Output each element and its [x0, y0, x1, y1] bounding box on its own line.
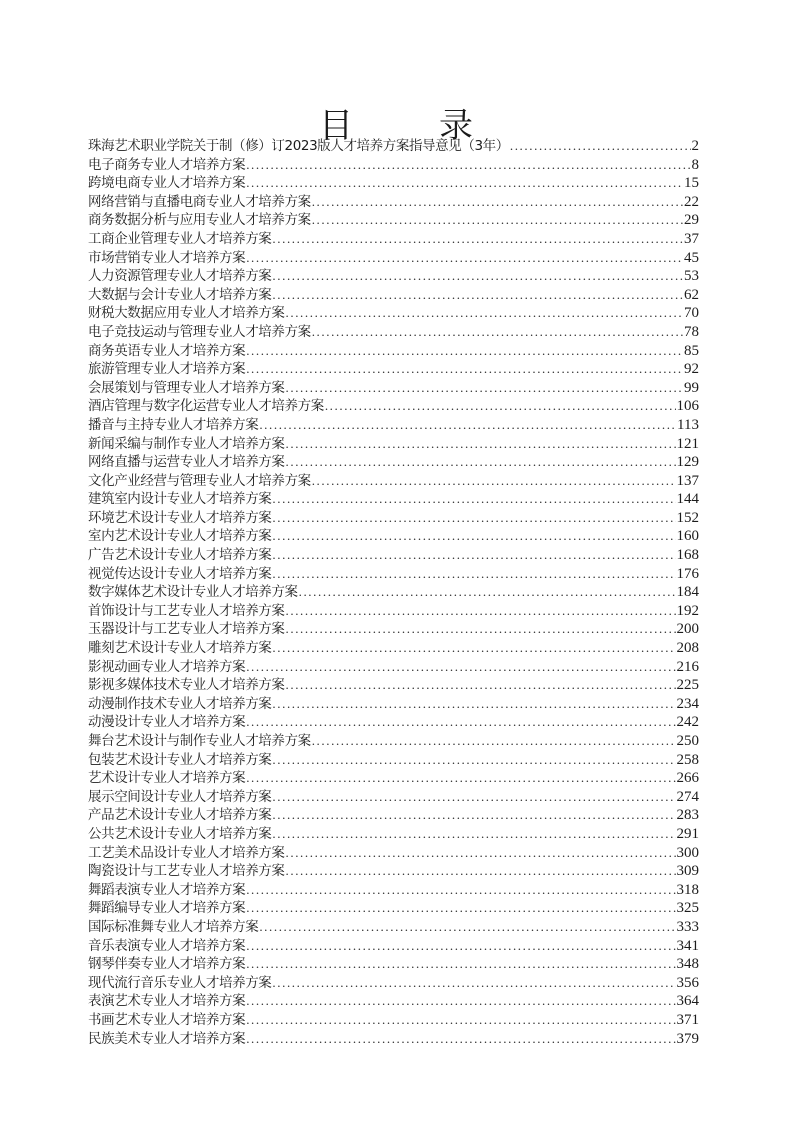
toc-entry-page-number: 22 [684, 193, 699, 210]
toc-entry[interactable] [88, 844, 699, 863]
toc-entry[interactable] [88, 304, 699, 323]
toc-entry-title: 网络直播与运营专业人才培养方案 [88, 454, 285, 471]
toc-entry[interactable] [88, 806, 699, 825]
toc-entry[interactable] [88, 974, 699, 993]
toc-entry-page-number: 70 [684, 305, 699, 322]
dot-leader [246, 937, 675, 956]
toc-entry-page-number: 364 [676, 993, 699, 1010]
toc-entry[interactable] [88, 565, 699, 584]
dot-leader [272, 230, 683, 249]
toc-entry-title: 市场营销专业人才培养方案 [88, 249, 246, 266]
toc-entry[interactable] [88, 937, 699, 956]
toc-entry-page-number: 29 [684, 212, 699, 229]
toc-entry-title: 数字媒体艺术设计专业人才培养方案 [88, 584, 298, 601]
toc-entry[interactable] [88, 193, 699, 212]
toc-entry[interactable] [88, 769, 699, 788]
toc-entry-page-number: 309 [676, 863, 699, 880]
dot-leader [272, 527, 675, 546]
dot-leader [312, 193, 683, 212]
toc-entry-page-number: 216 [676, 658, 699, 675]
dot-leader [272, 695, 675, 714]
toc-entry-title: 商务数据分析与应用专业人才培养方案 [88, 212, 311, 229]
toc-entry[interactable] [88, 1011, 699, 1030]
toc-entry-title: 播音与主持专业人才培养方案 [88, 416, 259, 433]
dot-leader [272, 565, 675, 584]
dot-leader [510, 137, 691, 156]
toc-entry-title: 环境艺术设计专业人才培养方案 [88, 509, 272, 526]
toc-entry-title: 财税大数据应用专业人才培养方案 [88, 305, 285, 322]
toc-entry-page-number: 121 [676, 435, 699, 452]
toc-entry-title: 旅游管理专业人才培养方案 [88, 361, 246, 378]
toc-entry-page-number: 2 [691, 138, 699, 154]
dot-leader [272, 546, 675, 565]
toc-entry[interactable] [88, 230, 699, 249]
toc-entry-title: 大数据与会计专业人才培养方案 [88, 286, 272, 303]
toc-entry[interactable] [88, 397, 699, 416]
toc-entry-page-number: 274 [676, 788, 699, 805]
toc-entry-page-number: 160 [676, 528, 699, 545]
toc-entry-title: 现代流行音乐专业人才培养方案 [88, 974, 272, 991]
toc-entry-title: 音乐表演专业人才培养方案 [88, 937, 246, 954]
toc-entry[interactable] [88, 955, 699, 974]
dot-leader [246, 156, 690, 175]
dot-leader [272, 751, 675, 770]
dot-leader [272, 825, 675, 844]
toc-entry-title: 公共艺术设计专业人才培养方案 [88, 825, 272, 842]
toc-entry-title: 新闻采编与制作专业人才培养方案 [88, 435, 285, 452]
dot-leader [272, 788, 675, 807]
toc-entry-page-number: 348 [676, 956, 699, 973]
toc-entry-page-number: 371 [676, 1011, 699, 1028]
toc-entry-page-number: 176 [676, 565, 699, 582]
toc-entry-page-number: 106 [676, 398, 699, 415]
toc-entry-page-number: 53 [684, 268, 699, 285]
toc-entry-page-number: 37 [684, 230, 699, 247]
toc-entry-title: 舞台艺术设计与制作专业人才培养方案 [88, 733, 311, 749]
toc-entry-page-number: 200 [676, 621, 699, 638]
toc-entry[interactable] [88, 472, 699, 491]
dot-leader [272, 974, 675, 993]
toc-entry-page-number: 242 [676, 714, 699, 731]
toc-entry-title: 陶瓷设计与工艺专业人才培养方案 [88, 863, 285, 880]
toc-entry[interactable] [88, 862, 699, 881]
toc-entry-title: 玉器设计与工艺专业人才培养方案 [88, 621, 285, 638]
toc-entry-page-number: 137 [676, 472, 699, 489]
toc-entry-page-number: 325 [676, 900, 699, 917]
toc-entry-title: 书画艺术专业人才培养方案 [88, 1011, 246, 1028]
dot-leader [286, 676, 676, 695]
toc-entry-title: 文化产业经营与管理专业人才培养方案 [88, 472, 311, 489]
toc-entry[interactable] [88, 825, 699, 844]
toc-entry-title: 钢琴伴奏专业人才培养方案 [88, 956, 246, 973]
dot-leader [246, 899, 675, 918]
toc-entry-title: 网络营销与直播电商专业人才培养方案 [88, 193, 311, 210]
toc-entry-page-number: 318 [676, 881, 699, 898]
dot-leader [312, 211, 683, 230]
toc-entry-title: 广告艺术设计专业人才培养方案 [88, 547, 272, 564]
toc-entry[interactable] [88, 286, 699, 305]
dot-leader [259, 416, 676, 435]
toc-entry-page-number: 15 [684, 175, 699, 192]
dot-leader [312, 323, 683, 342]
toc-entry[interactable] [88, 658, 699, 677]
toc-entry-title: 电子商务专业人才培养方案 [88, 156, 246, 173]
toc-entry-page-number: 113 [677, 416, 699, 433]
dot-leader [246, 1030, 675, 1049]
toc-entry[interactable] [88, 453, 699, 472]
toc-entry[interactable] [88, 490, 699, 509]
toc-entry[interactable] [88, 435, 699, 454]
toc-entry[interactable] [88, 732, 699, 751]
toc-entry-page-number: 192 [676, 602, 699, 619]
title-char-2: 录 [439, 105, 473, 146]
toc-entry-page-number: 78 [684, 323, 699, 340]
toc-entry[interactable] [88, 416, 699, 435]
toc-entry-title: 珠海艺术职业学院关于制（修）订2023版人才培养方案指导意见（3年） [88, 138, 509, 154]
toc-entry-page-number: 152 [676, 509, 699, 526]
toc-entry-page-number: 266 [676, 770, 699, 787]
dot-leader [286, 620, 676, 639]
toc-entry[interactable] [88, 881, 699, 900]
toc-entry[interactable] [88, 695, 699, 714]
dot-leader [272, 267, 683, 286]
dot-leader [286, 453, 676, 472]
toc-entry-page-number: 300 [676, 844, 699, 861]
toc-entry[interactable] [88, 639, 699, 658]
toc-entry-page-number: 184 [676, 584, 699, 601]
toc-entry[interactable] [88, 211, 699, 230]
toc-entry[interactable] [88, 918, 699, 937]
toc-entry-title: 包装艺术设计专业人才培养方案 [88, 751, 272, 768]
dot-leader [286, 379, 684, 398]
toc-entry-page-number: 85 [684, 342, 699, 359]
dot-leader [286, 844, 676, 863]
toc-entry-page-number: 356 [676, 974, 699, 991]
toc-entry-title: 动漫设计专业人才培养方案 [88, 714, 246, 731]
toc-entry-page-number: 168 [676, 547, 699, 564]
dot-leader [246, 342, 683, 361]
dot-leader [246, 713, 675, 732]
toc-entry[interactable] [88, 174, 699, 193]
toc-entry[interactable] [88, 527, 699, 546]
toc-entry[interactable] [88, 1030, 699, 1049]
toc-entry-page-number: 99 [684, 379, 699, 396]
dot-leader [325, 397, 676, 416]
toc-entry[interactable] [88, 676, 699, 695]
dot-leader [272, 490, 675, 509]
dot-leader [312, 732, 676, 751]
dot-leader [272, 286, 683, 305]
toc-entry-title: 视觉传达设计专业人才培养方案 [88, 565, 272, 582]
toc-entry[interactable] [88, 137, 699, 156]
toc-entry-page-number: 225 [676, 677, 699, 694]
dot-leader [272, 639, 675, 658]
toc-entry[interactable] [88, 546, 699, 565]
toc-entry-page-number: 258 [676, 751, 699, 768]
toc-entry-title: 商务英语专业人才培养方案 [88, 342, 246, 359]
dot-leader [246, 955, 675, 974]
toc-entry-title: 舞蹈表演专业人才培养方案 [88, 881, 246, 898]
toc-entry-title: 首饰设计与工艺专业人才培养方案 [88, 602, 285, 619]
toc-entry-page-number: 144 [676, 491, 699, 508]
toc-entry-page-number: 250 [676, 733, 699, 749]
toc-entry[interactable] [88, 323, 699, 342]
toc-entry-title: 动漫制作技术专业人才培养方案 [88, 695, 272, 712]
toc-entry[interactable] [88, 379, 699, 398]
dot-leader [246, 249, 683, 268]
toc-entry-page-number: 62 [684, 286, 699, 303]
toc-entry[interactable] [88, 751, 699, 770]
toc-entry[interactable] [88, 249, 699, 268]
dot-leader [286, 602, 676, 621]
toc-entry-page-number: 341 [676, 937, 699, 954]
toc-entry-title: 民族美术专业人才培养方案 [88, 1030, 246, 1047]
toc-entry-title: 建筑室内设计专业人才培养方案 [88, 491, 272, 508]
toc-entry[interactable] [88, 713, 699, 732]
toc-entry-page-number: 45 [684, 249, 699, 266]
toc-entry-title: 舞蹈编导专业人才培养方案 [88, 900, 246, 917]
toc-entry-title: 人力资源管理专业人才培养方案 [88, 268, 272, 285]
toc-entry-title: 会展策划与管理专业人才培养方案 [88, 379, 285, 396]
toc-entry-title: 酒店管理与数字化运营专业人才培养方案 [88, 398, 324, 415]
table-of-contents [88, 137, 699, 1048]
dot-leader [299, 583, 676, 602]
toc-entry[interactable] [88, 583, 699, 602]
toc-entry[interactable] [88, 788, 699, 807]
toc-entry-title: 工艺美术品设计专业人才培养方案 [88, 844, 285, 861]
toc-entry-page-number: 8 [691, 156, 699, 173]
dot-leader [286, 435, 676, 454]
toc-entry-page-number: 208 [676, 640, 699, 657]
toc-entry-title: 艺术设计专业人才培养方案 [88, 770, 246, 787]
toc-entry[interactable] [88, 267, 699, 286]
toc-entry-title: 雕刻艺术设计专业人才培养方案 [88, 640, 272, 657]
toc-entry-title: 表演艺术专业人才培养方案 [88, 993, 246, 1010]
dot-leader [272, 806, 675, 825]
toc-entry[interactable] [88, 602, 699, 621]
toc-entry-page-number: 291 [676, 825, 699, 842]
toc-entry[interactable] [88, 342, 699, 361]
dot-leader [259, 918, 675, 937]
toc-entry-page-number: 379 [676, 1030, 699, 1047]
toc-entry-title: 跨境电商专业人才培养方案 [88, 175, 246, 192]
toc-entry-title: 展示空间设计专业人才培养方案 [88, 788, 272, 805]
title-char-1: 目 [319, 105, 353, 146]
toc-entry-page-number: 129 [676, 454, 699, 471]
toc-entry[interactable] [88, 899, 699, 918]
toc-entry-page-number: 283 [676, 807, 699, 824]
toc-entry-title: 工商企业管理专业人才培养方案 [88, 230, 272, 247]
toc-entry[interactable] [88, 156, 699, 175]
toc-entry-title: 电子竞技运动与管理专业人才培养方案 [88, 323, 311, 340]
toc-entry[interactable] [88, 360, 699, 379]
toc-entry-title: 产品艺术设计专业人才培养方案 [88, 807, 272, 824]
toc-entry[interactable] [88, 620, 699, 639]
dot-leader [246, 881, 675, 900]
toc-entry-page-number: 92 [684, 361, 699, 378]
toc-entry[interactable] [88, 992, 699, 1011]
toc-entry-title: 室内艺术设计专业人才培养方案 [88, 528, 272, 545]
dot-leader [272, 509, 675, 528]
toc-entry-title: 影视多媒体技术专业人才培养方案 [88, 677, 285, 694]
dot-leader [246, 658, 675, 677]
toc-entry-title: 影视动画专业人才培养方案 [88, 658, 246, 675]
dot-leader [312, 472, 676, 491]
dot-leader [246, 360, 683, 379]
dot-leader [286, 304, 684, 323]
dot-leader [286, 862, 676, 881]
dot-leader [246, 769, 675, 788]
toc-entry-title: 国际标准舞专业人才培养方案 [88, 918, 259, 935]
toc-entry[interactable] [88, 509, 699, 528]
toc-entry-page-number: 234 [676, 695, 699, 712]
dot-leader [246, 1011, 675, 1030]
dot-leader [246, 174, 683, 193]
toc-entry-page-number: 333 [676, 918, 699, 935]
dot-leader [246, 992, 675, 1011]
